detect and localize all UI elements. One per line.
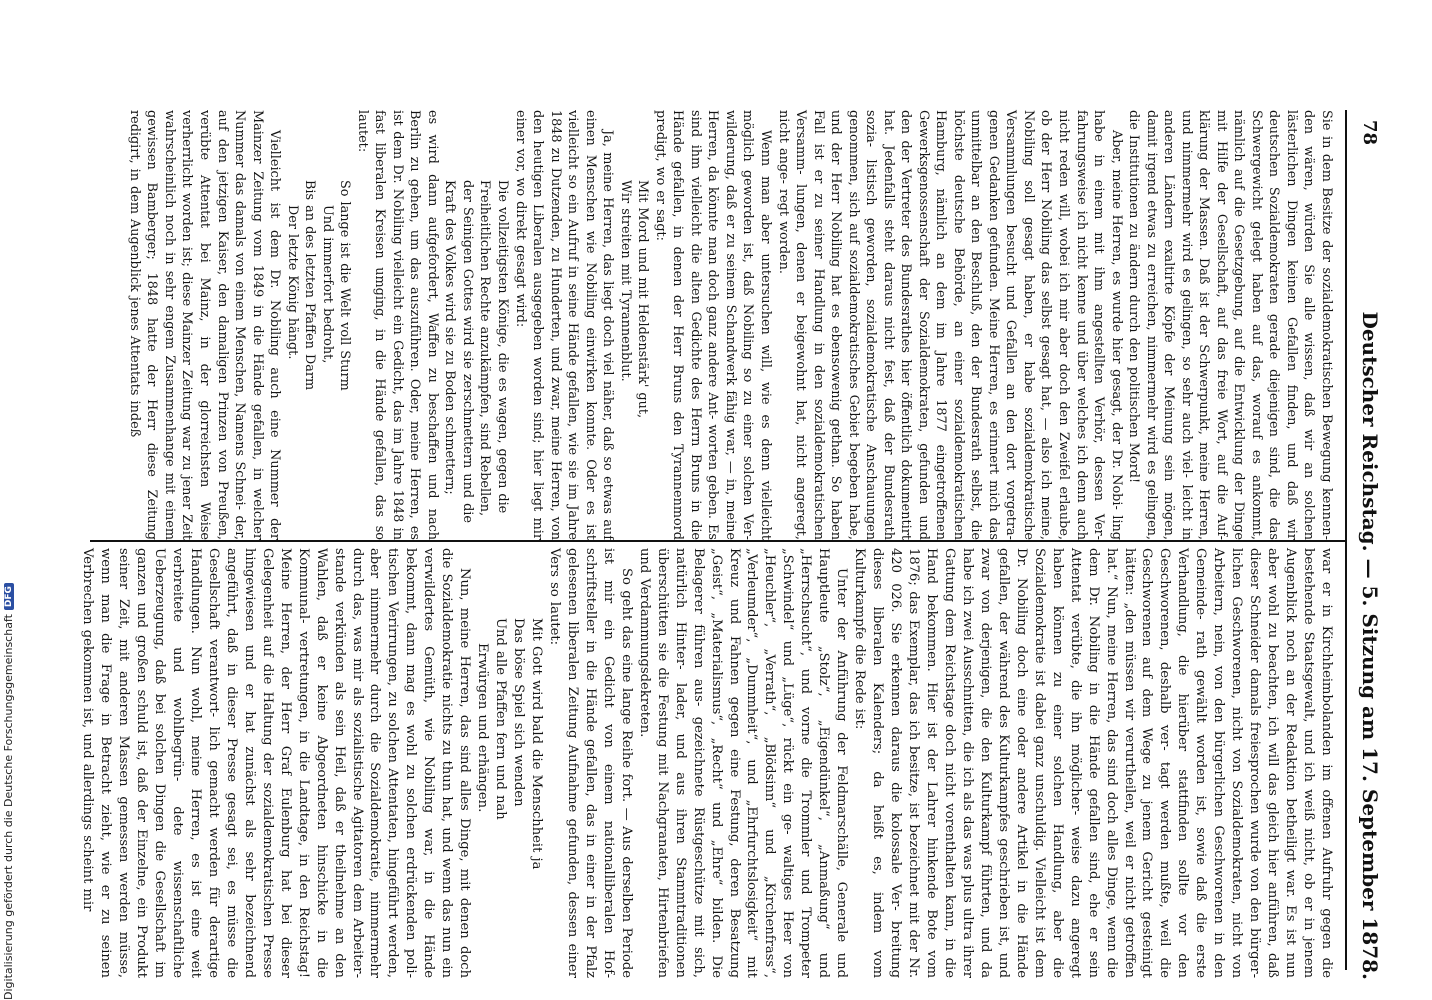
column-divider <box>90 540 1345 542</box>
verse-line: Und alle Pfaffen fern und nah <box>493 618 509 820</box>
header-rule <box>1345 110 1347 970</box>
verse-line: Wir streiten mit Tyrannenblut. <box>617 180 633 382</box>
verse-line: Das böse Spiel sich wenden <box>511 618 527 807</box>
verse-line: So lange ist die Welt voll Sturm <box>337 180 353 391</box>
paragraph: Aber, meine Herren, es wurde hier gesagt, der Dr. Nobi- ling habe in einem mit ihm angestellten Verhör, dessen Ver- fahrungsweise ich nicht kenne und über welches ich denn auch nicht reden will, wobei ich mir aber doch den Zweifel erlaube, ob der Herr Nobiling das selbst gesagt hat, — also ich meine, Nobiling soll gesagt haben, er habe sozialdemokratische Versammlungen besucht und Gefallen an den dort vorgetra- genen Gedanken gefunden. Meine Herren, es erinnert mich das unmittelbar an den Beschluß, den der Bundesrath selbst, die höchste deutsche Behörde, an einer sozialdemokratischen Hamburg, nämlich an dem im Jahre 1877 eingetroffenen Gewerksgenossenschaft der Sozialdemokraten, gefunden und den der Vertreter des Bundesrathes hier öffentlich dokumentirt hat. Jedenfalls steht daraus nicht fest, daß der Bundesrath sozia- listisch geworden, sozialdemokratische Anschauungen genommen, sich auf sozialdemokratisches Gebiet begeben habe, und der Herr Nobiling hat es ebensowenig gethan. So haben Fall ist er zu seiner Handlung in den sozialdemokratischen Versamm- lungen, denen er beigewohnt hat, nicht angeregt, nicht ange- regt worden. <box>775 110 1124 540</box>
verse-line: Mit Gott wird bald die Menschheit ja <box>529 618 545 870</box>
verse-line: Und immerfort bedroht, <box>319 205 335 364</box>
dfg-logo: DFG <box>4 583 14 610</box>
paragraph: Vielleicht ist dem Dr. Nobiling auch eine Nummer der Mainzer Zeitung vom 1849 in die Hände gefallen, in welcher Nummer das damals von einem Menschen, Namens Schnei- der, auf den jetzigen Kaiser, den damaligen Prinzen von Preußen, verübte Attentat bei Mainz, in der glorreichsten Weise verherrlicht worden ist; diese Mainzer Zeitung war zu jener Zeit wahrscheinlich noch in sehr engem Zusammenhange mit einem gewissen Bamberger; 1848 hatte der Herr diese Zeitung redigirt, in dem Augenblick jenes Attentats indeß <box>126 110 283 540</box>
paragraph: Nun, meine Herren, das sind alles Dinge, mit denen doch die Sozialdemokratie nichts zu thun hat, und wenn das nun ein verwildertes Gemüth, wie Nobiling war, in die Hände bekommt, dann mag es wohl zu solchen erdrückenden poli- tischen Verirrungen, zu solchen Attentaten, hingeführt werden, aber nimmermehr durch die Sozialdemokratie, nimmermehr durch das, was mir als sozialistische Agitatoren dem Arbeiter- stande verkünden als sein Heil, daß er theilnehme an den Wahlen, daß er keine Abgeordneten hinschicke in die Kommunal- vertretungen, in die Landtage, in den Reichstag! Meine Herren, der Herr Graf Eulenburg hat bei dieser Gelegenheit auf die Haltung der sozialdemokratischen Presse hingewiesen und er hat zunächst als sehr bezeichnend angeführt, daß in dieser Presse gesagt sei, es müsse die Gesellschaft verantwort- lich gemacht werden für derartige Handlungen. Nun wohl, meine Herren, es ist eine weit verbreitete und wohlbegrün- dete wissenschaftliche Ueberzeugung, daß bei solchen Dingen die Gesellschaft im ganzen und großen schuld ist, daß der Einzelne, ein Produkt seiner Zeit, mit anderen Massen gemessen werden müsse, wenn man die Frage in Betracht zieht, wie er zu seinen Verbrechen gekommen ist, und allerdings scheint mir <box>80 548 473 978</box>
paragraph: war er in Kirchheimbolanden im offenen Aufruhr gegen die bestehende Staatsgewalt, und ich weiß nicht, ob er in jenem Augenblick noch an der Redaktion betheiligt war. Es ist nun aber wohl zu beachten, ich will das gleich hier anführen, daß dieser Schneider damals freiesprochen wurde von den bürger- lichen Geschworenen, nicht von Sozialdemokraten, nicht von Arbeitern, nein, von den bürgerlichen Geschworenen in den Gemeinde- rath gewählt worden ist, sowie daß die erste Verhandlung, die hierüber stattfinden sollte vor den Geschworenen, deshalb ver- tagt werden mußte, weil die Geschworenen auf dem Wege zu jenem Gericht gesteinigt hätten: „den müssen wir verurtheilen, weil er nicht getroffen hat.“ Nun, meine Herren, das sind doch alles Dinge, wenn die dem Dr. Nobiling in die Hände gefallen sind, ehe er sein Attentat verübte, die ihn möglicher- weise dazu angeregt haben können zu einer solchen Handlung, aber die Sozialdemokratie ist dabei ganz unschuldig. Vielleicht ist dem Dr. Nobiling doch eine oder andere Artikel in die Hände gefallen, der während des Kulturkampfes geschrieben ist, und zwar von derjenigen, die den Kulturkampf führten, und da habe ich zwei Ausschnitten, die ich als das was plus ultra ihrer Gattung dem Reichstage doch nicht vorenthalten kann, in die Hand bekommen. Hier ist der Lahrer hinkende Bote vom 1876; das Exemplar, das ich besitze, ist bezeichnet mit der Nr. 420 026. Sie erkennen daraus die kolossale Ver- breitung dieses liberalen Kalenders; da heißt es, indem vom Kulturkampfe die Rede ist: <box>852 548 1334 978</box>
digitization-credit <box>2 583 15 1000</box>
verse-line: Der letzte König hängt. <box>284 205 300 360</box>
verse-line: Mit Mord und mit Heldenstärk' gut, <box>635 180 651 419</box>
paragraph: So geht das eine lange Reihe fort. — Aus derselben Periode ist mir ein Gedicht von einem nationalliberalen Hof- schriftsteller in die Hände gefallen, das in einer in der Pfalz gelesenen liberalen Zeitung Aufnahme gefunden, dessen einer Vers so lautet: <box>547 548 634 978</box>
page-number: 78 <box>1359 120 1381 146</box>
paragraph: Ja, meine Herren, das liegt doch viel näher, daß so etwas auf einen Menschen wie Nobiling einwirken konnte. Oder es ist vielleicht so ein Aufruf in seine Hände gefallen, wie sie im Jahre 1848 zu Dutzenden, zu Hunderten, und zwar, meine Herren, von den heutigen Liberalen ausgegeben worden sind; hier liegt mir einer vor, wo direkt gesagt wird: <box>512 110 616 540</box>
paragraph: Sie in dem Besitze der sozialdemokratischen Bewegung kennen- den wären, würden Sie alle wissen, daß wir an solchen lästerlichen Dingen keinen Gefallen finden, und daß wir deutschen Sozialdemokraten gerade diejenigen sind, die das Schwergewicht gelegt haben auf das, worauf es ankommt, nämlich auf die Gesetzgebung, auf die Entwicklung der Dinge mit Hilfe der Gesellschaft, auf das freie Wort, auf die Auf- klärung der Massen. Daß ist der Schwerpunkt, meine Herren, und nimmermehr wird es gelingen, so sehr auch viel- leicht in anderen Ländern exaltirte Köpfe der Meinung sein mögen, damit irgend etwas zu erreichen, nimmermehr wird es gelingen, die Institutionen zu ändern durch den politischen Mord! <box>1126 110 1334 540</box>
left-text-column <box>125 110 1335 540</box>
verse-line: Erwürgen und erhängen. <box>475 643 491 813</box>
right-text-column <box>78 548 1335 978</box>
verse-line: Die vollzeitigsten Könige, die es wagen, gegen die Freiheitlichen Rechte anzukämpfen, sind Rebellen, der Seinigen Gottes wird sie zerschmettern und die Kraft des Volkes wird sie zu Boden schmettern; <box>442 180 511 523</box>
running-title: Deutscher Reichstag. — 5. Sitzung am 17. September 1878. <box>1358 311 1382 980</box>
verse-line: Bis an des letzten Pfaffen Darm <box>302 180 318 391</box>
paragraph: es wird dann aufgefordert, Waffen zu beschaffen und nach Berlin zu gehen, um das auszuführen. Oder, meine Herren, es ist dem Dr. Nobiling vielleicht ein Gedicht, das im Jahre 1848 in fast liberalen Kreisen umging, in die Hände gefallen, das so lautet: <box>354 110 440 540</box>
paragraph: Wenn man aber untersuchen will, wie es denn vielleicht möglich geworden ist, daß Nobiling so zu einer solchen Ver- wilderung, daß er zu seinem Schandwerk fähig war, — in, meine Herren, da könnte man doch ganz andere Ant- worten geben. Es sind ihm vielleicht die alten Gedichte des Herrn Bruns in die Hände gefallen, in denen der Herr Bruns den Tyrannenmord predigt, wo er sagt: <box>652 110 773 540</box>
paragraph: Unter der Anführung der Feldmarschälle, Generale und Hauptleute „Stolz“, „Eigendünkel“, „Anmaßung“ und „Herrschsucht“, und vorne die Trommler und Trompeter „Schwindel“ und „Lüge“, rückt ein ge- waltiges Heer von „Heuchler“, „Verrath“, „Blödsinn“ und „Kirchenfrass“, „Verleumder“, „Dummheit“, und „Ehrfurchtslosigkeit“ mit Kreuz und Fahnen gegen eine Festung, deren Besatzung „Geist“, „Materialismus“, „Recht“ und „Ehre“ bilden. Die Belagerer führen aus- gezeichnete Rüstgeschütze mit sich, natürlich Hinter- lader, und aus ihren Stammtraditionen überschütten sie die Festung mit Nachgranaten, Hirtenbriefen und Verdammungsdekreten. <box>636 548 850 978</box>
credit-text: Digitalisierung gefördert durch die Deutsche Forschungsgemeinschaft <box>2 614 15 1000</box>
page-header <box>1355 120 1385 980</box>
